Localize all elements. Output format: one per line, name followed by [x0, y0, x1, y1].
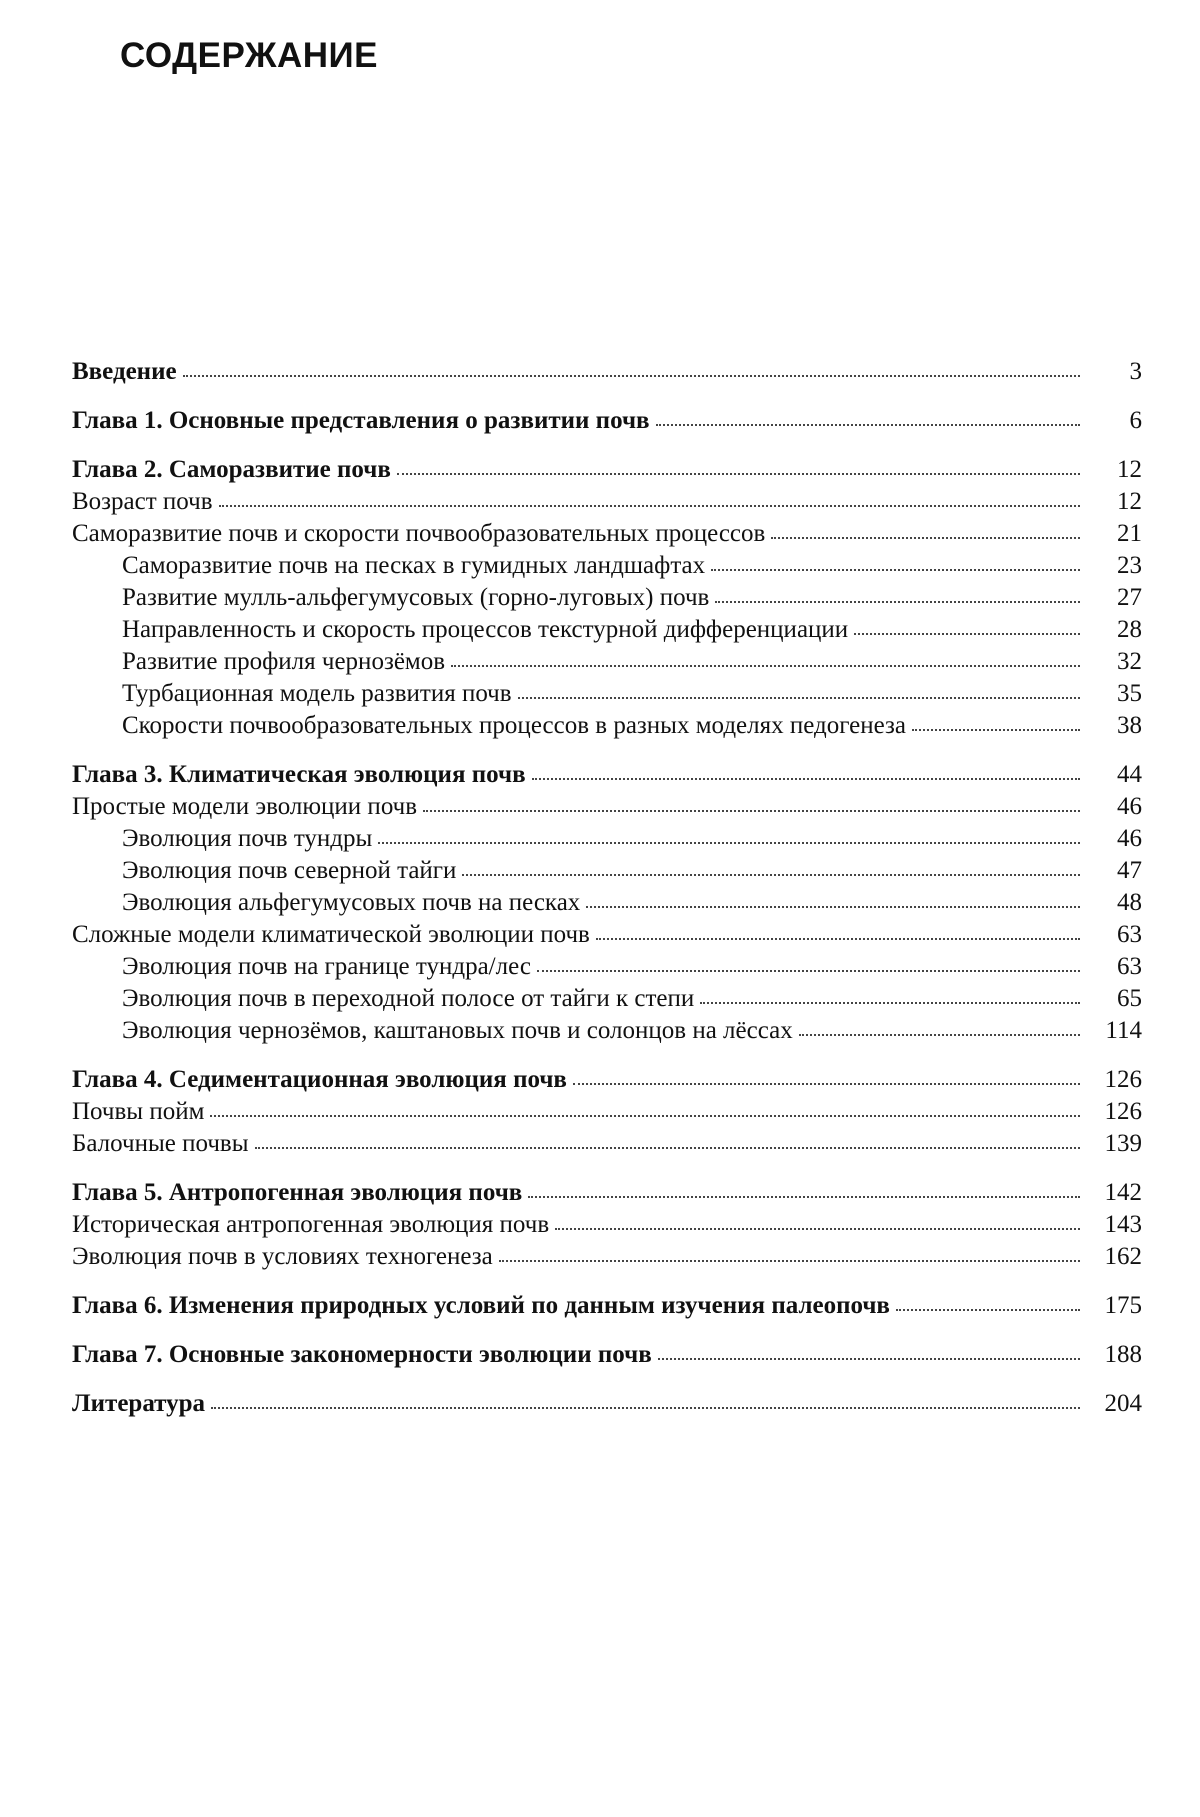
toc-entry-page-number: 3	[1129, 358, 1142, 385]
toc-entry-page-number: 12	[1117, 488, 1142, 515]
toc-entry-title: Эволюция почв на границе тундра/лес	[122, 953, 531, 980]
toc-entry-title: Историческая антропогенная эволюция почв	[72, 1211, 550, 1238]
toc-entry	[72, 582, 1142, 614]
dot-leader	[255, 1146, 1080, 1149]
toc-entry-title: Глава 3. Климатическая эволюция почв	[72, 761, 526, 788]
toc-entry	[72, 646, 1142, 678]
toc-entry-title: Литература	[72, 1390, 206, 1417]
dot-leader	[537, 969, 1080, 972]
toc-entry-title: Эволюция почв северной тайги	[122, 857, 457, 884]
toc-entry	[72, 678, 1142, 710]
toc-entry-title: Сложные модели климатической эволюции почв	[72, 921, 590, 948]
dot-leader	[532, 777, 1080, 780]
toc-entry-page-number: 139	[1104, 1130, 1142, 1157]
toc-entry-page-number: 32	[1117, 648, 1142, 675]
toc-entry-title: Эволюция чернозёмов, каштановых почв и солонцов на лёссах	[122, 1017, 793, 1044]
dot-leader	[555, 1227, 1080, 1230]
dot-leader	[700, 1001, 1080, 1004]
dot-leader	[711, 568, 1080, 571]
toc-chapter-entry	[72, 1064, 1142, 1096]
toc-entry	[72, 951, 1142, 983]
toc-entry-page-number: 114	[1105, 1017, 1142, 1044]
toc-entry-page-number: 23	[1117, 552, 1142, 579]
toc-entry	[72, 791, 1142, 823]
dot-leader	[896, 1308, 1080, 1311]
dot-leader	[912, 728, 1080, 731]
toc-entry-title: Эволюция почв в условиях техногенеза	[72, 1243, 493, 1270]
toc-entry-page-number: 126	[1104, 1098, 1142, 1125]
toc-entry-page-number: 47	[1117, 857, 1142, 884]
dot-leader	[210, 1114, 1080, 1117]
toc-entry-title: Скорости почвообразовательных процессов в разных моделях педогенеза	[122, 712, 907, 739]
dot-leader	[596, 937, 1080, 940]
toc-entry-page-number: 35	[1117, 680, 1142, 707]
dot-leader	[211, 1406, 1080, 1409]
toc-entry-title: Эволюция альфегумусовых почв на песках	[122, 889, 581, 916]
toc-entry	[72, 614, 1142, 646]
toc-chapter-entry	[72, 759, 1142, 791]
toc-entry-page-number: 12	[1117, 456, 1142, 483]
dot-leader	[183, 374, 1080, 377]
toc-entry	[72, 1209, 1142, 1241]
dot-leader	[656, 423, 1080, 426]
toc-entry-title: Введение	[72, 358, 177, 385]
dot-leader	[573, 1082, 1080, 1085]
dot-leader	[423, 809, 1080, 812]
toc-entry	[72, 887, 1142, 919]
toc-entry-page-number: 126	[1104, 1066, 1142, 1093]
toc-entry-title: Глава 6. Изменения природных условий по данным изучения палеопочв	[72, 1292, 890, 1319]
toc-entry-title: Направленность и скорость процессов текстурной дифференциации	[122, 616, 849, 643]
toc-entry-page-number: 46	[1117, 825, 1142, 852]
toc-chapter-entry	[72, 405, 1142, 437]
toc-entry-title: Почвы пойм	[72, 1098, 205, 1125]
toc-entry	[72, 919, 1142, 951]
toc-entry-title: Саморазвитие почв и скорости почвообразовательных процессов	[72, 520, 766, 547]
toc-entry-title: Глава 5. Антропогенная эволюция почв	[72, 1179, 523, 1206]
toc-entry-page-number: 63	[1117, 921, 1142, 948]
toc-entry-page-number: 48	[1117, 889, 1142, 916]
toc-entry-page-number: 38	[1117, 712, 1142, 739]
toc-entry-page-number: 162	[1104, 1243, 1142, 1270]
toc-entry	[72, 1241, 1142, 1273]
toc-entry-page-number: 143	[1104, 1211, 1142, 1238]
toc-entry	[72, 1128, 1142, 1160]
toc-entry-title: Балочные почвы	[72, 1130, 249, 1157]
toc-chapter-entry	[72, 454, 1142, 486]
toc-entry-title: Эволюция почв тундры	[122, 825, 373, 852]
toc-entry-page-number: 28	[1117, 616, 1142, 643]
toc-entry-title: Турбационная модель развития почв	[122, 680, 512, 707]
dot-leader	[799, 1033, 1080, 1036]
toc-entry-title: Развитие профиля чернозёмов	[122, 648, 446, 675]
toc-entry-title: Глава 7. Основные закономерности эволюции почв	[72, 1341, 652, 1368]
toc-chapter-entry	[72, 1290, 1142, 1322]
toc-entry-page-number: 6	[1129, 407, 1142, 434]
page-title: СОДЕРЖАНИЕ	[120, 36, 379, 75]
toc-entry	[72, 486, 1142, 518]
toc-entry-title: Простые модели эволюции почв	[72, 793, 418, 820]
toc-entry-page-number: 142	[1104, 1179, 1142, 1206]
toc-entry-title: Возраст почв	[72, 488, 213, 515]
dot-leader	[451, 664, 1080, 667]
dot-leader	[715, 600, 1080, 603]
dot-leader	[499, 1259, 1080, 1262]
dot-leader	[854, 632, 1080, 635]
toc-entry-page-number: 63	[1117, 953, 1142, 980]
toc-entry-page-number: 175	[1104, 1292, 1142, 1319]
toc-entry	[72, 1015, 1142, 1047]
dot-leader	[771, 536, 1080, 539]
toc-entry	[72, 518, 1142, 550]
toc-entry-title: Глава 4. Седиментационная эволюция почв	[72, 1066, 567, 1093]
dot-leader	[397, 472, 1080, 475]
toc-entry-page-number: 188	[1104, 1341, 1142, 1368]
toc-entry-title: Глава 2. Саморазвитие почв	[72, 456, 391, 483]
toc-chapter-entry	[72, 1177, 1142, 1209]
toc-entry	[72, 855, 1142, 887]
toc-entry-page-number: 204	[1104, 1390, 1142, 1417]
toc-entry	[72, 710, 1142, 742]
dot-leader	[528, 1195, 1080, 1198]
toc-entry-page-number: 27	[1117, 584, 1142, 611]
toc-chapter-entry	[72, 1388, 1142, 1420]
toc-entry-page-number: 65	[1117, 985, 1142, 1012]
dot-leader	[658, 1357, 1080, 1360]
table-of-contents	[72, 356, 1142, 1420]
toc-entry-title: Эволюция почв в переходной полосе от тайги к степи	[122, 985, 695, 1012]
dot-leader	[518, 696, 1080, 699]
toc-entry	[72, 983, 1142, 1015]
toc-entry-title: Саморазвитие почв на песках в гумидных ландшафтах	[122, 552, 706, 579]
toc-entry	[72, 823, 1142, 855]
toc-entry	[72, 1096, 1142, 1128]
toc-entry-page-number: 46	[1117, 793, 1142, 820]
toc-entry-page-number: 44	[1117, 761, 1142, 788]
toc-entry-title: Развитие мулль-альфегумусовых (горно-луговых) почв	[122, 584, 710, 611]
toc-entry-title: Глава 1. Основные представления о развитии почв	[72, 407, 650, 434]
toc-entry-page-number: 21	[1117, 520, 1142, 547]
dot-leader	[378, 841, 1080, 844]
toc-chapter-entry	[72, 1339, 1142, 1371]
dot-leader	[462, 873, 1080, 876]
dot-leader	[586, 905, 1080, 908]
toc-entry	[72, 550, 1142, 582]
toc-chapter-entry	[72, 356, 1142, 388]
dot-leader	[219, 504, 1080, 507]
